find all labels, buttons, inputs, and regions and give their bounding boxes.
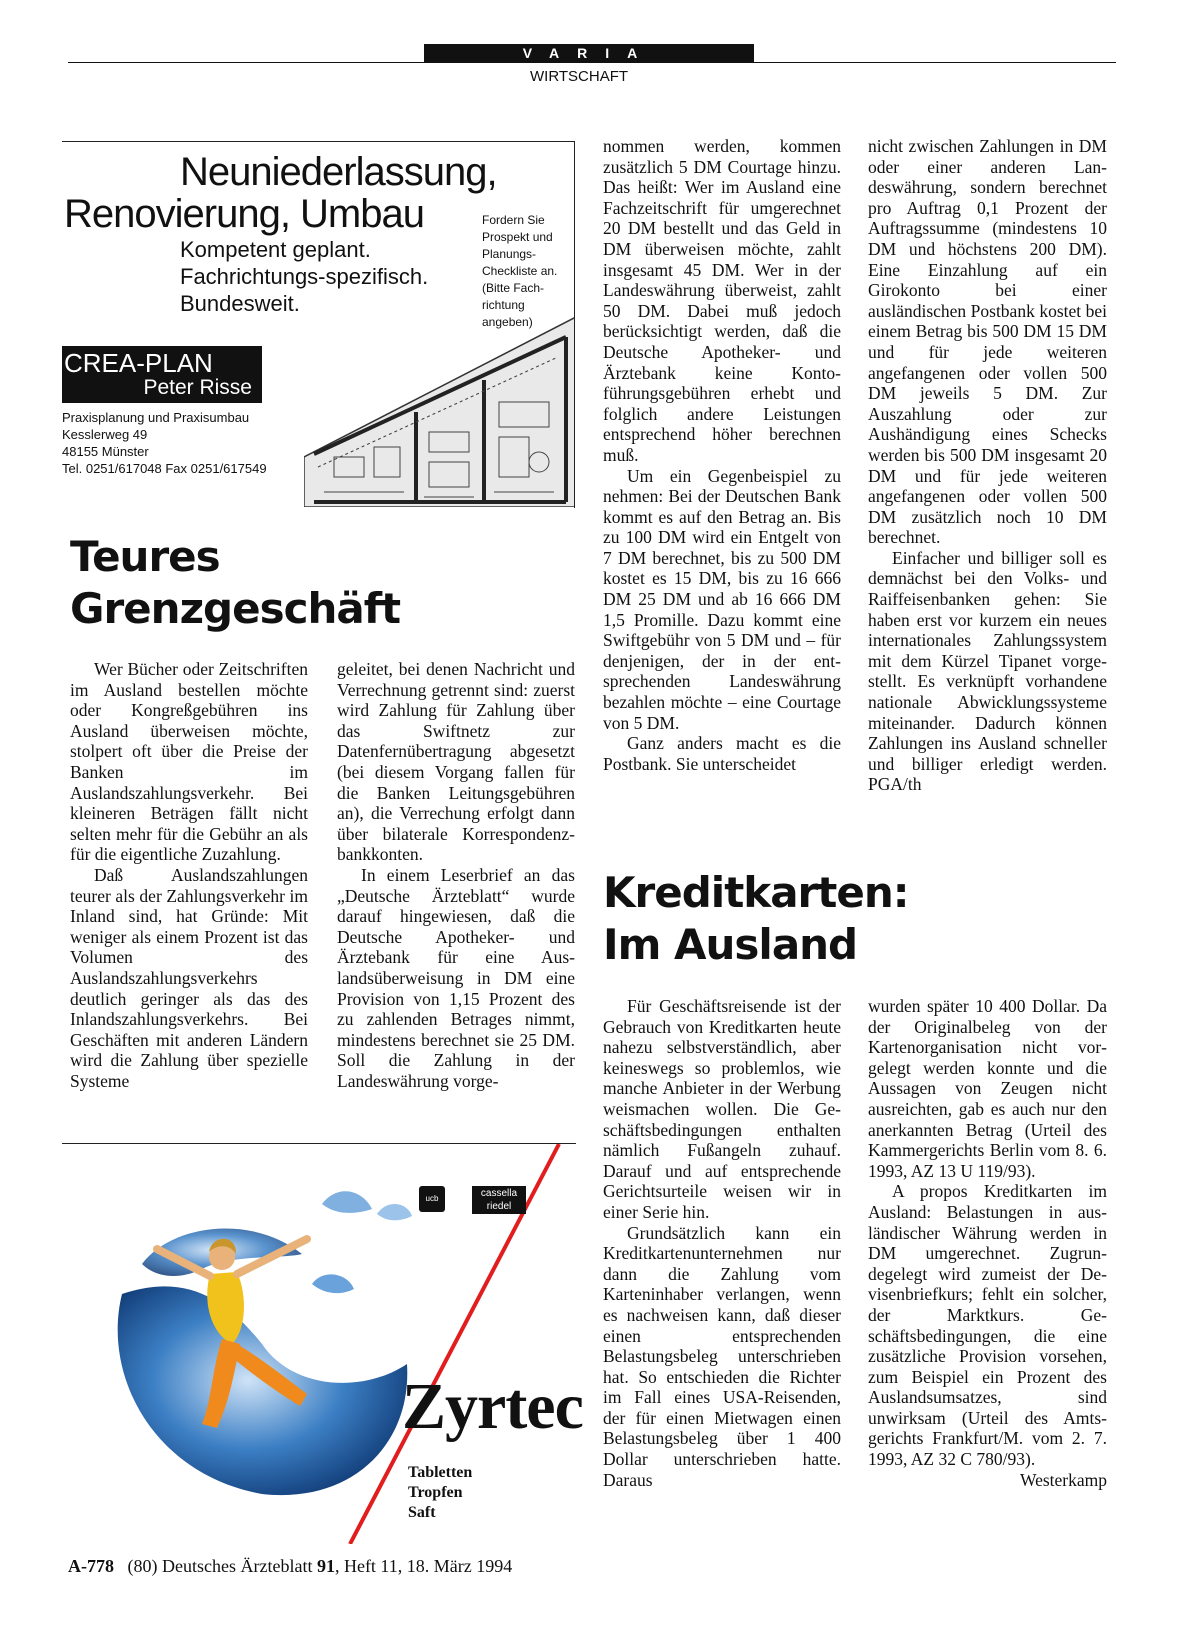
paragraph: Wer Bücher oder Zeitschriften im Ausland bestellen möchte oder Kongreßgebühren ins Ausland überweisen möchte, stolpert oft über die Preise der Banken im Auslandszahlungsverkehr. Bei kleineren Beträgen fällt nicht selten mehr für die Gebühr an als für die eigentliche Zuzahlung. — [70, 659, 308, 865]
article1-column-4 — [868, 136, 1107, 795]
ad-tagline-3: Bundesweit. — [180, 291, 300, 316]
page-number-paren: (80) — [127, 1556, 158, 1576]
ad-side-line: Fordern Sie — [482, 213, 545, 227]
page-footer — [68, 1556, 512, 1577]
logo-company-name: CREA-PLAN — [64, 348, 213, 378]
ad-tagline-2: Fachrichtungs-spezifisch. — [180, 264, 429, 289]
paragraph: geleitet, bei denen Nachricht und Verrechnung getrennt sind: zuerst wird Zahlung für Zahlung über das Swiftnetz zur Datenfernübertragung abgesetzt (bei diesem Vorgang fallen für die Banken Leitungsgebühren an), die Verrechung erfolgt dann über bilaterale Korrespondenzbankkonten. — [337, 659, 575, 865]
ad-address-line: Praxisplanung und Praxisumbau — [62, 410, 250, 425]
ad-side-line: Planungs- — [482, 247, 537, 261]
ad-side-line: richtung — [482, 298, 525, 312]
ucb-logo: ucb — [419, 1186, 445, 1212]
page-number: A-778 — [68, 1556, 114, 1576]
product-form: Tropfen — [408, 1484, 463, 1501]
cassella-riedel-logo — [472, 1186, 526, 1214]
logo-text: cassella — [480, 1188, 518, 1199]
paragraph: Um ein Gegenbeispiel zu nehmen: Bei der Deutschen Bank kommt es auf den Betrag an. Bis zu 100 DM wird ein Entgelt von 7 DM berechnet, bis zu 500 DM kostet es 15 DM, bis zu 16 666 DM 25 DM und ab 16 666 DM 1,5 Promille. Dazu kommt eine Swiftgebühr von 5 DM und – für denjenigen, der in der entsprechenden Landeswährung bezahlen möchte – eine Courtage von 5 DM. — [603, 465, 841, 733]
logo-person-name: Peter Risse — [143, 376, 252, 399]
paragraph: In einem Leserbrief an das „Deutsche Ärzteblatt“ wurde darauf hingewiesen, daß die Deutsche Apotheker- und Ärztebank für eine Auslandsüberweisung in DM eine Provision von 1,15 Prozent des zu zahlenden Betrages nimmt, mindestens berechnet sie 25 DM. Soll die Zahlung in der Landeswährung vorge- — [337, 864, 575, 1091]
logo-text: riedel — [486, 1201, 512, 1212]
article1-column-3 — [603, 136, 841, 774]
journal-name: Deutsches Ärzteblatt — [162, 1556, 313, 1576]
journal-volume: 91 — [316, 1556, 335, 1576]
paragraph: Einfacher und billiger soll es demnächst bei den Volks- und Raiffeisenbanken gehen: Sie haben erst vor kurzem ein neues internationales Zahlungssystem mit dem Kürzel Tipanet vorgestellt. Es verknüpft vorhandene nationale Abwicklungssysteme miteinander. Dadurch können Zahlungen ins Ausland schneller und billiger erledigt werden. PGA/th — [868, 547, 1107, 795]
section-subtitle: WIRTSCHAFT — [530, 68, 629, 85]
paragraph: Ganz anders macht es die Postbank. Sie unterscheidet — [603, 733, 841, 774]
article1-column-1 — [70, 659, 308, 1091]
paragraph: Daß Auslandszahlungen teurer als der Zahlungsverkehr im Inland sind, hat Gründe: Mit weniger als einem Prozent ist das Volumen des Auslandszahlungsverkehrs deutlich geringer als das des Inlandszahlungsverkehrs. Bei Geschäften mit anderen Ländern wird die Zahlung über spezielle Systeme — [70, 864, 308, 1091]
paragraph: A propos Kreditkarten im Ausland: Belastungen in ausländischer Währung werden in DM umgerechnet. Zugrundegelegt wird zumeist der Devisenbriefkurs; fehlt ein solcher, der Marktkurs. Geschäftsbedingungen, die eine zusätzliche Provision vorsehen, zum Beispiel ein Prozent des Auslandsumsatzes, sind unwirksam (Urteil des Amtsgerichts Frankfurt/M. vom 2. 7. 1993, AZ 32 C 780/93). — [868, 1181, 1107, 1470]
article1-title-line2: Grenzgeschäft — [70, 584, 401, 633]
floor-plan-illustration — [304, 317, 575, 507]
ad-address-line: Kesslerweg 49 — [62, 427, 148, 442]
ad-tagline-1: Kompetent geplant. — [180, 237, 371, 262]
author-signature: Westerkamp — [1019, 1469, 1107, 1490]
ad-headline-line1: Neuniederlassung, — [180, 150, 497, 194]
ad-side-line: Checkliste an. — [482, 264, 558, 278]
paragraph: wurden später 10 400 Dollar. Da der Originalbeleg von der Kartenorganisation nicht vorgelegt werden konnte und die Aussagen von Zeugen nicht ausreichten, gab es auch nur den anerkannten Betrag (Urteil des Kammergerichts Berlin vom 8. 6. 1993, AZ 13 U 119/93). — [868, 996, 1107, 1181]
ad-side-line: angeben) — [482, 315, 533, 329]
product-form: Saft — [408, 1504, 436, 1521]
ad-side-note — [482, 212, 572, 331]
ad-headline-line2: Renovierung, Umbau — [64, 192, 424, 236]
article2-title-line2: Im Ausland — [603, 920, 858, 969]
issue-info: , Heft 11, 18. März 1994 — [334, 1556, 513, 1576]
article2-column-2 — [868, 996, 1107, 1490]
ad-side-line: (Bitte Fach- — [482, 281, 545, 295]
ad-side-line: Prospekt und — [482, 230, 553, 244]
article2-title-line1: Kreditkarten: — [603, 868, 909, 917]
crea-plan-logo — [62, 346, 262, 403]
ad-address-line: 48155 Münster — [62, 444, 149, 459]
paragraph: Für Geschäftsreisende ist der Gebrauch von Kreditkarten heute nahezu selbstverständlich, aber keineswegs so problemlos, wie manche Anbieter in der Werbung weismachen wollen. Die Geschäftsbedingungen enthalten nämlich Fußangeln zuhauf. Darauf und auf entsprechende Gerichtsurteile weisen wir in einer Serie hin. — [603, 996, 841, 1222]
header-rule — [68, 62, 1116, 63]
section-banner: VARIA — [424, 44, 754, 62]
crea-plan-advertisement — [62, 141, 575, 508]
article2-column-1 — [603, 996, 841, 1490]
paragraph: nicht zwischen Zahlungen in DM oder einer anderen Landeswährung, sondern berechnet pro Auftrag 0,1 Prozent der Auftragssumme (mindestens 10 DM und höchstens 200 DM). Eine Einzahlung auf ein Girokonto bei einer ausländischen Postbank kostet bei einem Betrag bis 500 DM 15 DM und für jede weiteren angefangenen oder vollen 500 DM jeweils 5 DM. Zur Auszahlung oder zur Aushändigung eines Schecks werden bis 500 DM insgesamt 20 DM und für jede weiteren angefangenen oder vollen 500 DM zusätzlich noch 10 DM berechnet. — [868, 136, 1107, 548]
zyrtec-brand: Zyrtec — [402, 1370, 583, 1443]
article1-column-2 — [337, 659, 575, 1091]
product-form: Tabletten — [408, 1464, 473, 1481]
paragraph: nommen werden, kommen zusätzlich 5 DM Courtage hinzu. Das heißt: Wer im Ausland eine Fachzeitschrift für umgerechnet 20 DM bestellt und das Geld in DM überweisen möchte, zahlt insgesamt 45 DM. Wer in der Landeswährung überweist, zahlt 50 DM. Dabei muß jedoch berücksichtigt werden, daß die Deutsche Apotheker- und Ärztebank keine Kontoführungsgebühren erhebt und folglich andere Leistungen entsprechend höher berechnen muß. — [603, 136, 841, 465]
ad-address-line: Tel. 0251/617048 Fax 0251/617549 — [62, 461, 267, 476]
article1-title-line1: Teures — [70, 532, 220, 581]
paragraph: Grundsätzlich kann ein Kreditkartenunternehmen nur dann die Zahlung vom Karteninhaber verlangen, wenn es nachweisen kann, daß dieser einen entsprechenden Belastungsbeleg unterschrieben hat. So entschieden die Richter im Fall eines USA-Reisenden, der für einen Mietwagen einen Belastungsbeleg über 1 400 Dollar unterschrieben hatte. Daraus — [603, 1222, 841, 1490]
zyrtec-advertisement — [62, 1144, 583, 1544]
